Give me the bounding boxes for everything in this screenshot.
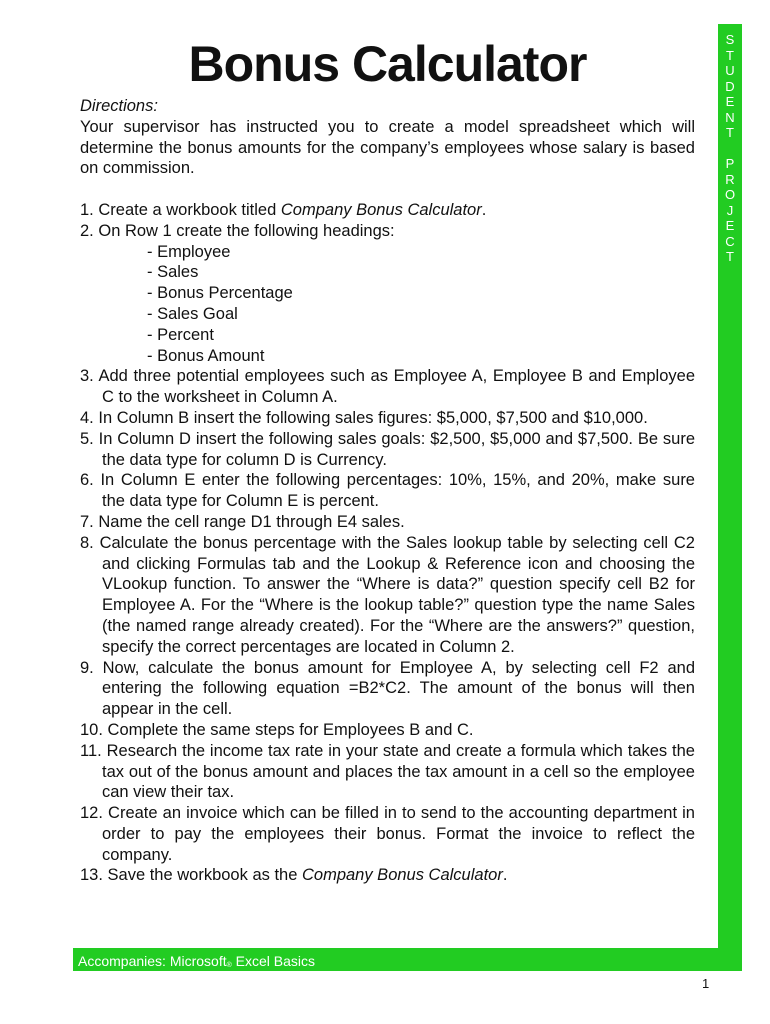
footer-bar bbox=[73, 948, 742, 971]
document-body bbox=[80, 96, 695, 886]
intro-paragraph: Your supervisor has instructed you to create a model spreadsheet which will determine the bonus amounts for the company’s employees whose salary is based on commission. bbox=[80, 117, 695, 178]
student-project-label: S T U D E N T P R O J E C T bbox=[724, 32, 736, 264]
step-item: 5. In Column D insert the following sales goals: $2,500, $5,000 and $7,500. Be sure the data type for column D is Currency. bbox=[80, 429, 695, 469]
step-item: 9. Now, calculate the bonus amount for Employee A, by selecting cell F2 and entering the following equation =B2*C2. The amount of the bonus will then appear in the cell. bbox=[80, 658, 695, 719]
step-item: 2. On Row 1 create the following headings: - Employee - Sales - Bonus Percentage - Sales Goal - Percent - Bonus Amount bbox=[80, 221, 695, 367]
heading-item: - Employee bbox=[147, 242, 231, 261]
step-item: 7. Name the cell range D1 through E4 sales. bbox=[80, 512, 405, 531]
directions-label: Directions: bbox=[80, 97, 158, 115]
footer-text: Accompanies: Microsoft$_®$ Excel Basics bbox=[78, 953, 316, 969]
step-item: 11. Research the income tax rate in your state and create a formula which takes the tax out of the bonus amount and places the tax amount in a cell so the employee can view their tax. bbox=[80, 741, 695, 802]
headings-list bbox=[102, 242, 695, 367]
page-number: 1 bbox=[702, 976, 710, 991]
heading-item: - Percent bbox=[147, 325, 214, 344]
heading-item: - Sales bbox=[147, 263, 199, 282]
step-item: 1. Create a workbook titled Company Bonus Calculator. bbox=[80, 200, 487, 219]
page-title: Bonus Calculator bbox=[188, 36, 587, 92]
heading-item: - Sales Goal bbox=[147, 304, 238, 323]
step-item: 10. Complete the same steps for Employees B and C. bbox=[80, 720, 474, 739]
student-project-sidebar bbox=[718, 24, 742, 971]
step-item: 12. Create an invoice which can be filled in to send to the accounting department in order to pay the employees their bonus. Format the invoice to reflect the company. bbox=[80, 804, 695, 864]
step-item: 6. In Column E enter the following percentages: 10%, 15%, and 20%, make sure the data type for Column E is percent. bbox=[80, 471, 695, 511]
step-item: 8. Calculate the bonus percentage with the Sales lookup table by selecting cell C2 and clicking Formulas tab and the Lookup & Reference icon and choosing the VLookup function. To answer the “Where is data?” question specify cell B2 for Employee A. For the “Where is the lookup table?” question type the name Sales (the named range already created). For the “Where are the answers?” question, specify the correct percentages are located in Column 2. bbox=[80, 533, 695, 656]
heading-item: - Bonus Amount bbox=[147, 346, 265, 365]
step-item: 13. Save the workbook as the Company Bonus Calculator. bbox=[80, 866, 508, 885]
heading-item: - Bonus Percentage bbox=[147, 284, 293, 303]
step-item: 3. Add three potential employees such as Employee A, Employee B and Employee C to the worksheet in Column A. bbox=[80, 367, 695, 407]
step-item: 4. In Column B insert the following sales figures: $5,000, $7,500 and $10,000. bbox=[80, 408, 648, 427]
steps-list bbox=[80, 200, 695, 886]
